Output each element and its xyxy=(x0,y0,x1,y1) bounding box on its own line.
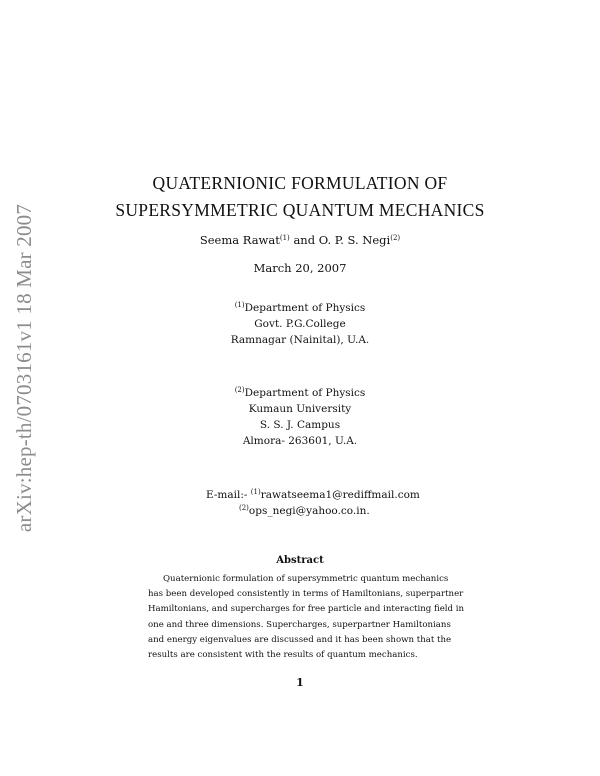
author-2-name: O. P. S. Negi xyxy=(318,233,391,247)
abstract-line: one and three dimensions. Supercharges, superpartner Hamiltonians xyxy=(148,619,451,630)
abstract-heading: Abstract xyxy=(276,555,324,566)
email-1-address: rawatseema1@rediffmail.com xyxy=(260,489,420,501)
author-2-affiliation-mark: (2) xyxy=(390,234,401,242)
affiliation-2-university: Kumaun University xyxy=(248,403,352,415)
email-line-1 xyxy=(206,487,436,503)
author-conjunction: and xyxy=(289,233,319,247)
email-2-mark: (2) xyxy=(239,504,249,512)
affiliation-2-department-text: Department of Physics xyxy=(244,387,366,399)
email-line-2 xyxy=(206,503,436,519)
affiliation-2-department xyxy=(150,385,450,401)
author-1-affiliation-mark: (1) xyxy=(279,234,290,242)
affiliation-1-department xyxy=(150,300,450,316)
affiliation-1-institution: Govt. P.G.College xyxy=(254,318,346,330)
paper-title xyxy=(100,170,500,224)
publication-date: March 20, 2007 xyxy=(253,261,347,275)
affiliation-1 xyxy=(150,300,450,348)
affiliation-1-department-text: Department of Physics xyxy=(244,302,366,314)
abstract-body xyxy=(148,572,465,663)
affiliation-2-mark: (2) xyxy=(234,386,245,394)
arxiv-identifier-stamp: arXiv:hep-th/0703161v1 18 Mar 2007 xyxy=(12,203,36,533)
abstract-line: and energy eigenvalues are discussed and it has been shown that the xyxy=(148,634,452,645)
title-line-2: SUPERSYMMETRIC QUANTUM MECHANICS xyxy=(115,200,485,220)
abstract-line: has been developed consistently in terms of Hamiltonians, superpartner xyxy=(148,589,464,600)
author-1-name: Seema Rawat xyxy=(199,233,280,247)
page-number: 1 xyxy=(296,676,304,689)
affiliation-2-place: Almora- 263601, U.A. xyxy=(242,435,358,447)
email-label: E-mail:- xyxy=(206,489,251,501)
abstract-line: Hamiltonians, and supercharges for free particle and interacting field in xyxy=(148,604,465,615)
affiliation-1-place: Ramnagar (Nainital), U.A. xyxy=(230,334,370,346)
email-1-mark: (1) xyxy=(250,488,261,496)
affiliation-1-mark: (1) xyxy=(234,301,245,309)
title-line-1: QUATERNIONIC FORMULATION OF xyxy=(152,173,448,193)
author-list xyxy=(100,233,500,247)
email-block xyxy=(206,487,436,519)
abstract-line: results are consistent with the results of quantum mechanics. xyxy=(148,650,418,661)
affiliation-2 xyxy=(150,385,450,449)
email-2-address: ops_negi@yahoo.co.in. xyxy=(248,505,370,517)
abstract-line: Quaternionic formulation of supersymmetric quantum mechanics xyxy=(163,574,449,584)
affiliation-2-campus: S. S. J. Campus xyxy=(259,419,341,431)
